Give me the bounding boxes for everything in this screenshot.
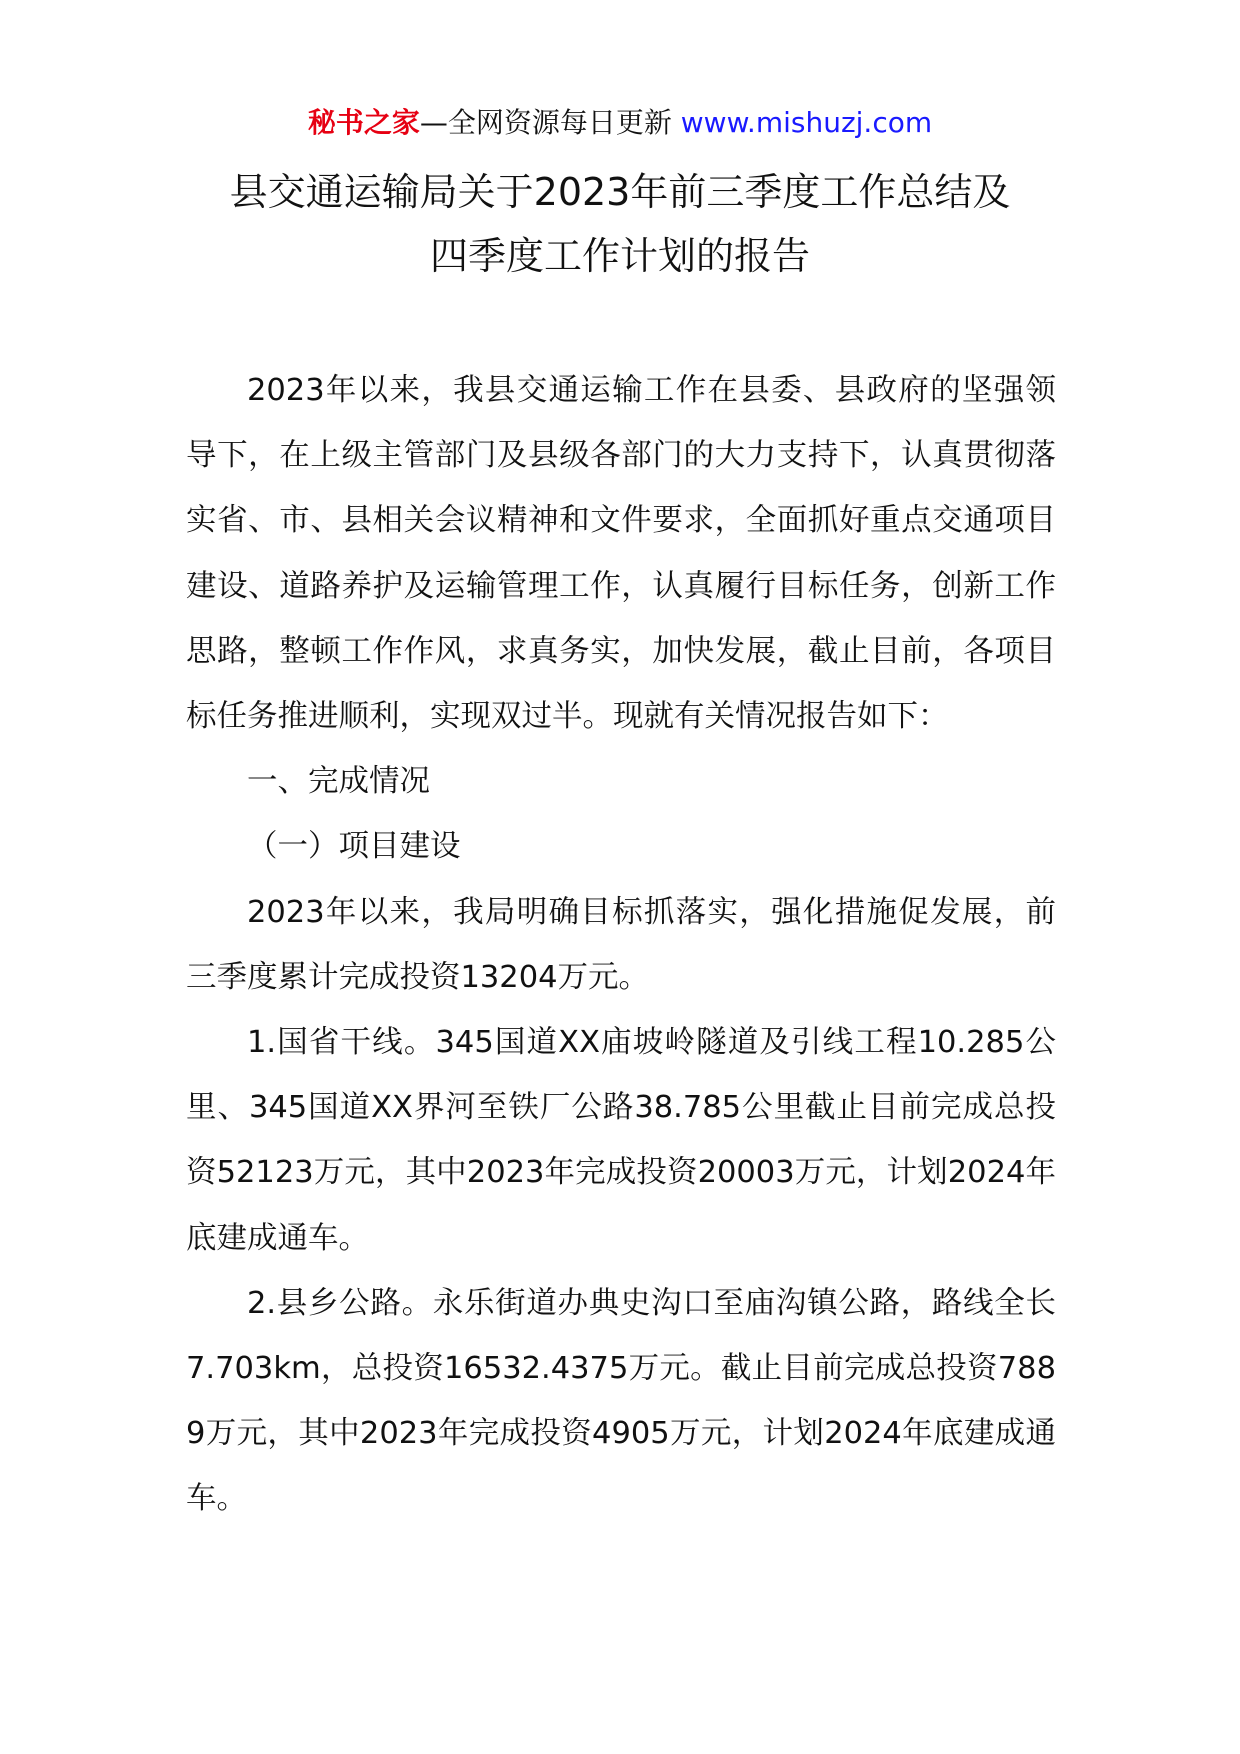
brand-tagline: —全网资源每日更新	[419, 106, 681, 139]
site-url[interactable]: www.mishuzj.com	[680, 106, 933, 139]
section-heading: 一、完成情况	[247, 764, 430, 800]
brand-name: 秘书之家	[307, 106, 420, 139]
subsection-heading: （一）项目建设	[247, 829, 461, 865]
site-header	[0, 103, 1240, 143]
document-title	[0, 160, 1240, 288]
intro-paragraph: 2023年以来，我县交通运输工作在县委、县政府的坚强领导下，在上级主管部门及县级各部门的大力支持下，认真贯彻落实省、市、县相关会议精神和文件要求，全面抓好重点交通项目建设、道路养护及运输管理工作，认真履行目标任务，创新工作思路，整顿工作作风，求真务实，加快发展，截止目前，各项目标任务推进顺利，实现双过半。现就有关情况报告如下：	[186, 373, 1056, 735]
national-highway-paragraph: 1.国省干线。345国道XX庙坡岭隧道及引线工程10.285公里、345国道XX界河至铁厂公路38.785公里截止目前完成总投资52123万元，其中2023年完成投资20003万元，计划2024年底建成通车。	[186, 1025, 1056, 1256]
investment-paragraph: 2023年以来，我局明确目标抓落实，强化措施促发展，前三季度累计完成投资13204万元。	[186, 894, 1056, 995]
title-line-1: 县交通运输局关于2023年前三季度工作总结及	[229, 170, 1011, 214]
document-body	[186, 358, 1056, 1532]
county-road-paragraph: 2.县乡公路。永乐街道办典史沟口至庙沟镇公路，路线全长7.703km，总投资16532.4375万元。截止目前完成总投资7889万元，其中2023年完成投资4905万元，计划2024年底建成通车。	[186, 1285, 1056, 1517]
title-line-2: 四季度工作计划的报告	[429, 234, 810, 278]
